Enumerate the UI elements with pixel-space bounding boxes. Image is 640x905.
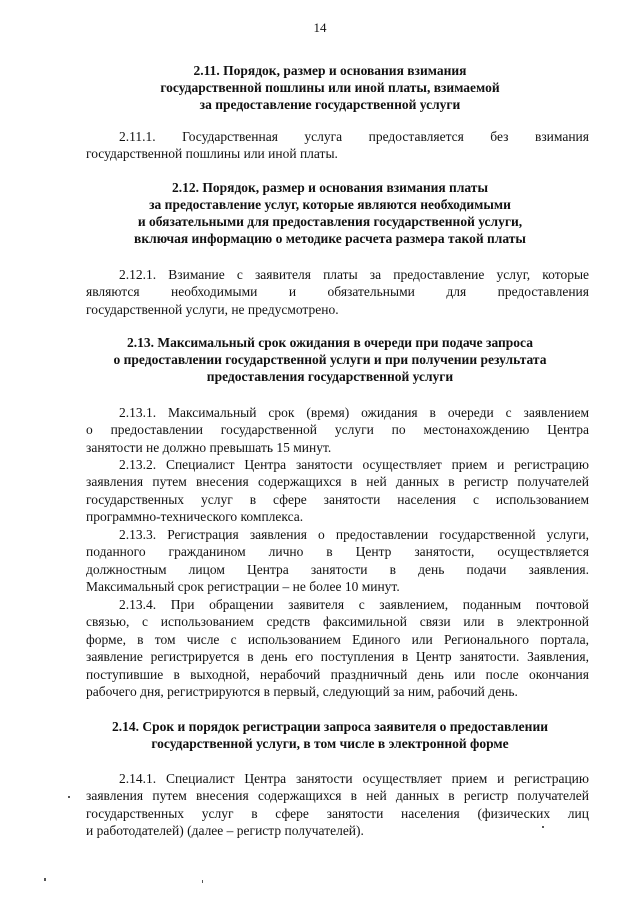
text-line: занятости не должно превышать 15 минут. — [86, 439, 332, 455]
text-line: государственных услуг в сфере занятости населения с использованием — [86, 491, 589, 507]
section-heading-2-11 — [80, 62, 580, 113]
heading-line: включая информацию о методике расчета размера такой платы — [134, 231, 526, 246]
text-line: государственных услуг в сфере занятости населения (физических лиц — [86, 805, 589, 821]
text-line: заявления путем внесения содержащихся в ней данных в регистр получателей — [86, 788, 589, 804]
text-line: и работодателей) (далее – регистр получателей). — [86, 823, 364, 839]
text-line: государственной пошлины или иной платы. — [86, 146, 338, 162]
text-line: заявление регистрируется в день его поступления в Центр занятости. Заявления, — [86, 649, 589, 665]
paragraph-2-13-1 — [86, 404, 589, 456]
text-line: форме, в том числе с использованием Единого или Регионального портала, — [86, 631, 589, 647]
heading-line: государственной услуги, в том числе в электронной форме — [151, 736, 509, 751]
paragraph-2-13-4 — [86, 596, 589, 700]
heading-line: 2.11. Порядок, размер и основания взимания — [193, 63, 467, 78]
heading-line: 2.12. Порядок, размер и основания взимания платы — [172, 180, 488, 195]
heading-line: государственной пошлины или иной платы, взимаемой — [160, 80, 500, 95]
text-line: поданного гражданином лично в Центр занятости, осуществляется — [86, 544, 589, 560]
scan-speck — [68, 796, 70, 798]
text-line: 2.14.1. Специалист Центра занятости осуществляет прием и регистрацию — [119, 771, 589, 786]
heading-line: о предоставлении государственной услуги и при получении результата — [113, 352, 547, 367]
section-heading-2-12 — [80, 179, 580, 247]
text-line: 2.13.1. Максимальный срок (время) ожидания в очереди с заявлением — [119, 405, 589, 420]
text-line: заявления путем внесения содержащихся в ней данных в регистр получателей — [86, 474, 589, 490]
text-line: 2.11.1. Государственная услуга предоставляется без взимания — [119, 129, 589, 144]
text-line: о предоставлении государственной услуги по местонахождению Центра — [86, 422, 589, 438]
text-line: 2.13.3. Регистрация заявления о предоставлении государственной услуги, — [119, 527, 589, 542]
scan-speck — [202, 880, 203, 883]
heading-line: за предоставление услуг, которые являются необходимыми — [149, 197, 511, 212]
page-number: 14 — [313, 20, 327, 35]
heading-line: за предоставление государственной услуги — [199, 97, 461, 112]
text-line: связью, с использованием средств факсимильной связи или в электронной — [86, 614, 589, 630]
text-line: 2.12.1. Взимание с заявителя платы за предоставление услуг, которые — [119, 267, 589, 282]
text-line: Максимальный срок регистрации – не более 10 минут. — [86, 579, 400, 595]
section-heading-2-13 — [80, 334, 580, 385]
text-line: поступившие в выходной, нерабочий праздничный день или после окончания — [86, 666, 589, 682]
scan-speck — [44, 878, 46, 881]
paragraph-2-14-1 — [86, 770, 589, 840]
paragraph-2-12-1 — [86, 266, 589, 318]
text-line: 2.13.2. Специалист Центра занятости осуществляет прием и регистрацию — [119, 457, 589, 472]
text-line: рабочего дня, регистрируются в первый, следующий за ним, рабочий день. — [86, 684, 518, 700]
paragraph-2-13-3 — [86, 526, 589, 596]
paragraph-2-11-1 — [86, 128, 589, 163]
paragraph-2-13-2 — [86, 456, 589, 526]
heading-line: предоставления государственной услуги — [206, 369, 454, 384]
text-line: программно-технического комплекса. — [86, 509, 304, 525]
heading-line: и обязательными для предоставления государственной услуги, — [137, 214, 523, 229]
text-line: государственной услуги, не предусмотрено. — [86, 301, 339, 317]
scan-speck — [542, 826, 544, 828]
text-line: должностным лицом Центра занятости в день подачи заявления. — [86, 561, 589, 577]
heading-line: 2.14. Срок и порядок регистрации запроса заявителя о предоставлении — [111, 719, 549, 734]
heading-line: 2.13. Максимальный срок ожидания в очереди при подаче запроса — [127, 335, 533, 350]
section-heading-2-14 — [80, 718, 580, 752]
text-line: 2.13.4. При обращении заявителя с заявлением, поданным почтовой — [119, 597, 589, 612]
text-line: являются необходимыми и обязательными для предоставления — [86, 284, 589, 300]
